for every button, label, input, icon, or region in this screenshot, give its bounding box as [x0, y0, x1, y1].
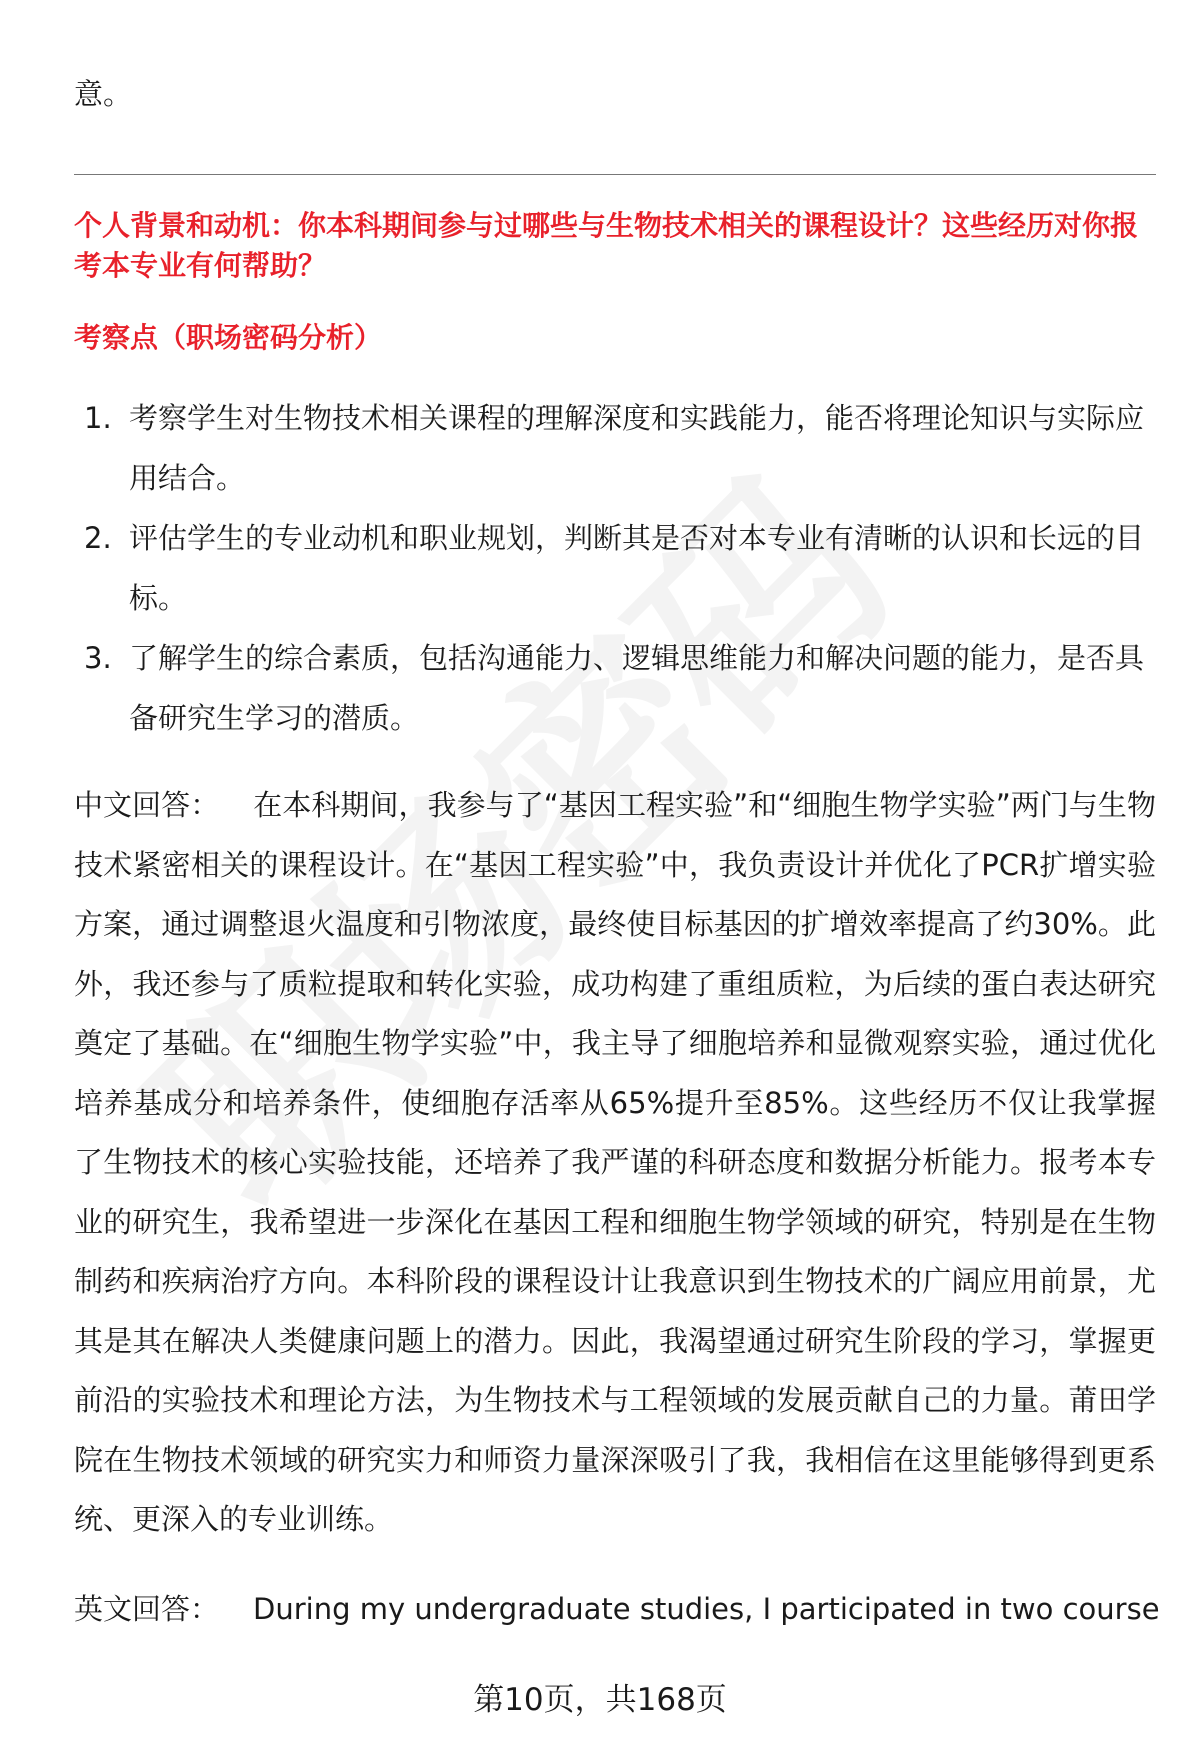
list-item-text: 评估学生的专业动机和职业规划，判断其是否对本专业有清晰的认识和长远的目标。 [129, 521, 1145, 615]
page-footer: 第10页，共168页 [473, 1682, 727, 1718]
analysis-points-list [74, 388, 1156, 748]
list-item [74, 628, 1156, 748]
list-item-number: 3. [84, 641, 112, 675]
list-item-number: 2. [84, 521, 112, 555]
english-answer-text: During my undergraduate studies, I participated in two course [253, 1592, 1160, 1626]
list-item-text: 考察学生对生物技术相关课程的理解深度和实践能力，能否将理论知识与实际应用结合。 [129, 401, 1145, 495]
chinese-answer-text: 在本科期间，我参与了“基因工程实验”和“细胞生物学实验”两门与生物技术紧密相关的课程设计。在“基因工程实验”中，我负责设计并优化了PCR扩增实验方案，通过调整退火温度和引物浓度，最终使目标基因的扩增效率提高了约30%。此外，我还参与了质粒提取和转化实验，成功构建了重组质粒，为后续的蛋白表达研究奠定了基础。在“细胞生物学实验”中，我主导了细胞培养和显微观察实验，通过优化培养基成分和培养条件，使细胞存活率从65%提升至85%。这些经历不仅让我掌握了生物技术的核心实验技能，还培养了我严谨的科研态度和数据分析能力。报考本专业的研究生，我希望进一步深化在基因工程和细胞生物学领域的研究，特别是在生物制药和疾病治疗方向。本科阶段的课程设计让我意识到生物技术的广阔应用前景，尤其是其在解决人类健康问题上的潜力。因此，我渴望通过研究生阶段的学习，掌握更前沿的实验技术和理论方法，为生物技术与工程领域的发展贡献自己的力量。莆田学院在生物技术领域的研究实力和师资力量深深吸引了我，我相信在这里能够得到更系统、更深入的专业训练。 [74, 788, 1156, 1536]
list-item-text: 了解学生的综合素质，包括沟通能力、逻辑思维能力和解决问题的能力，是否具备研究生学习的潜质。 [129, 641, 1145, 735]
chinese-answer-label: 中文回答： [74, 788, 220, 822]
english-answer-label: 英文回答： [74, 1592, 220, 1626]
list-item [74, 388, 1156, 508]
previous-text-tail: 意。 [74, 77, 133, 111]
chinese-answer [74, 776, 1156, 1550]
english-answer [74, 1580, 1160, 1640]
list-item [74, 508, 1156, 628]
section-divider [74, 174, 1156, 175]
question-heading: 个人背景和动机：你本科期间参与过哪些与生物技术相关的课程设计？这些经历对你报考本专业有何帮助？ [74, 209, 1139, 282]
document-page [74, 0, 1160, 1755]
list-item-number: 1. [84, 401, 112, 435]
analysis-heading: 考察点（职场密码分析） [74, 321, 383, 354]
